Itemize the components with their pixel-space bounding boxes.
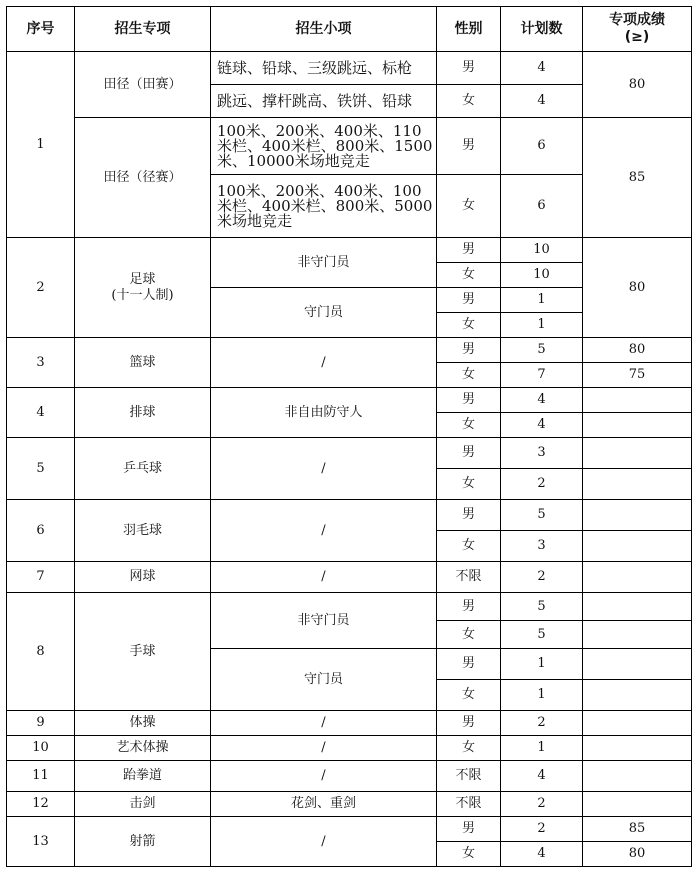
field-name: 艺术体操 — [75, 736, 211, 761]
count: 7 — [501, 363, 583, 388]
row-no: 8 — [7, 593, 75, 711]
count: 4 — [501, 761, 583, 792]
score — [583, 388, 692, 413]
table-row — [7, 562, 692, 593]
field-name: 体操 — [75, 711, 211, 736]
sub-items: 守门员 — [211, 288, 437, 338]
sex: 女 — [437, 363, 501, 388]
row-no: 9 — [7, 711, 75, 736]
sex: 不限 — [437, 761, 501, 792]
row-no: 1 — [7, 52, 75, 238]
score: 80 — [583, 238, 692, 338]
count: 4 — [501, 413, 583, 438]
sex: 男 — [437, 288, 501, 313]
header-score: 专项成绩 (≥) — [583, 7, 692, 52]
sex: 女 — [437, 175, 501, 238]
sub-items: / — [211, 338, 437, 388]
count: 4 — [501, 388, 583, 413]
count: 2 — [501, 562, 583, 593]
sex: 男 — [437, 711, 501, 736]
table-row — [7, 761, 692, 792]
header-count: 计划数 — [501, 7, 583, 52]
sub-items: 链球、铅球、三级跳远、标枪 — [211, 52, 437, 85]
header-sub-item: 招生小项 — [211, 7, 437, 52]
field-name-line2: (十一人制) — [111, 287, 174, 303]
count: 2 — [501, 469, 583, 500]
count: 2 — [501, 711, 583, 736]
table-row — [7, 52, 692, 85]
field-name: 田径（径赛） — [75, 118, 211, 238]
row-no: 7 — [7, 562, 75, 593]
header-sex: 性别 — [437, 7, 501, 52]
table-row — [7, 817, 692, 842]
count: 10 — [501, 263, 583, 288]
sex: 女 — [437, 413, 501, 438]
row-no: 13 — [7, 817, 75, 867]
count: 1 — [501, 288, 583, 313]
table-row — [7, 118, 692, 175]
field-name: 网球 — [75, 562, 211, 593]
score — [583, 761, 692, 792]
table-row — [7, 736, 692, 761]
sub-items: / — [211, 817, 437, 867]
count: 4 — [501, 85, 583, 118]
count: 5 — [501, 338, 583, 363]
sex: 女 — [437, 736, 501, 761]
score — [583, 469, 692, 500]
field-name — [75, 238, 211, 338]
count: 4 — [501, 842, 583, 867]
sex: 男 — [437, 118, 501, 175]
score — [583, 413, 692, 438]
sub-items: 守门员 — [211, 649, 437, 711]
count: 1 — [501, 736, 583, 761]
score — [583, 562, 692, 593]
row-no: 4 — [7, 388, 75, 438]
score — [583, 500, 692, 531]
field-name-line1: 足球 — [129, 271, 156, 287]
field-name: 击剑 — [75, 792, 211, 817]
score — [583, 649, 692, 680]
table-row — [7, 711, 692, 736]
sex: 男 — [437, 593, 501, 621]
row-no: 2 — [7, 238, 75, 338]
count: 2 — [501, 817, 583, 842]
sex: 女 — [437, 680, 501, 711]
sex: 女 — [437, 313, 501, 338]
table-row — [7, 438, 692, 469]
field-name: 田径（田赛） — [75, 52, 211, 118]
sex: 不限 — [437, 562, 501, 593]
sex: 男 — [437, 52, 501, 85]
score — [583, 621, 692, 649]
sub-items: / — [211, 711, 437, 736]
score — [583, 736, 692, 761]
table-row — [7, 500, 692, 531]
count: 2 — [501, 792, 583, 817]
sub-items: / — [211, 562, 437, 593]
field-name: 射箭 — [75, 817, 211, 867]
count: 5 — [501, 500, 583, 531]
sex: 女 — [437, 85, 501, 118]
count: 5 — [501, 621, 583, 649]
sub-items: 花剑、重剑 — [211, 792, 437, 817]
count: 1 — [501, 649, 583, 680]
sex: 女 — [437, 263, 501, 288]
sex: 男 — [437, 388, 501, 413]
row-no: 5 — [7, 438, 75, 500]
score — [583, 792, 692, 817]
count: 10 — [501, 238, 583, 263]
sub-items: 非守门员 — [211, 593, 437, 649]
sub-items: / — [211, 438, 437, 500]
sub-items: / — [211, 500, 437, 562]
score: 85 — [583, 118, 692, 238]
header-field: 招生专项 — [75, 7, 211, 52]
count: 3 — [501, 531, 583, 562]
sex: 男 — [437, 649, 501, 680]
score — [583, 680, 692, 711]
table-row — [7, 238, 692, 263]
sex: 男 — [437, 500, 501, 531]
admission-plan-table — [6, 6, 692, 867]
row-no: 11 — [7, 761, 75, 792]
row-no: 3 — [7, 338, 75, 388]
field-name: 排球 — [75, 388, 211, 438]
score: 80 — [583, 842, 692, 867]
table-row — [7, 388, 692, 413]
count: 5 — [501, 593, 583, 621]
sex: 男 — [437, 817, 501, 842]
sub-items: 非自由防守人 — [211, 388, 437, 438]
sub-items: 非守门员 — [211, 238, 437, 288]
field-name: 手球 — [75, 593, 211, 711]
sex: 女 — [437, 842, 501, 867]
score: 85 — [583, 817, 692, 842]
sex: 男 — [437, 238, 501, 263]
score — [583, 531, 692, 562]
count: 6 — [501, 118, 583, 175]
score — [583, 711, 692, 736]
sex: 女 — [437, 469, 501, 500]
header-no: 序号 — [7, 7, 75, 52]
table-row — [7, 338, 692, 363]
sex: 女 — [437, 621, 501, 649]
sub-items: 100米、200米、400米、100米栏、400米栏、800米、5000米场地竞走 — [211, 175, 437, 238]
sub-items: / — [211, 736, 437, 761]
sex: 男 — [437, 338, 501, 363]
score: 80 — [583, 52, 692, 118]
score: 80 — [583, 338, 692, 363]
header-row — [7, 7, 692, 52]
row-no: 12 — [7, 792, 75, 817]
field-name: 羽毛球 — [75, 500, 211, 562]
field-name: 篮球 — [75, 338, 211, 388]
sub-items: / — [211, 761, 437, 792]
score — [583, 438, 692, 469]
sub-items: 跳远、撑杆跳高、铁饼、铅球 — [211, 85, 437, 118]
row-no: 10 — [7, 736, 75, 761]
sex: 男 — [437, 438, 501, 469]
table-row — [7, 593, 692, 621]
row-no: 6 — [7, 500, 75, 562]
field-name: 乒乓球 — [75, 438, 211, 500]
count: 4 — [501, 52, 583, 85]
count: 6 — [501, 175, 583, 238]
count: 1 — [501, 313, 583, 338]
score — [583, 593, 692, 621]
count: 3 — [501, 438, 583, 469]
sub-items: 100米、200米、400米、110米栏、400米栏、800米、1500米、10000米场地竞走 — [211, 118, 437, 175]
sex: 不限 — [437, 792, 501, 817]
count: 1 — [501, 680, 583, 711]
field-name: 跆拳道 — [75, 761, 211, 792]
score: 75 — [583, 363, 692, 388]
sex: 女 — [437, 531, 501, 562]
table-row — [7, 792, 692, 817]
